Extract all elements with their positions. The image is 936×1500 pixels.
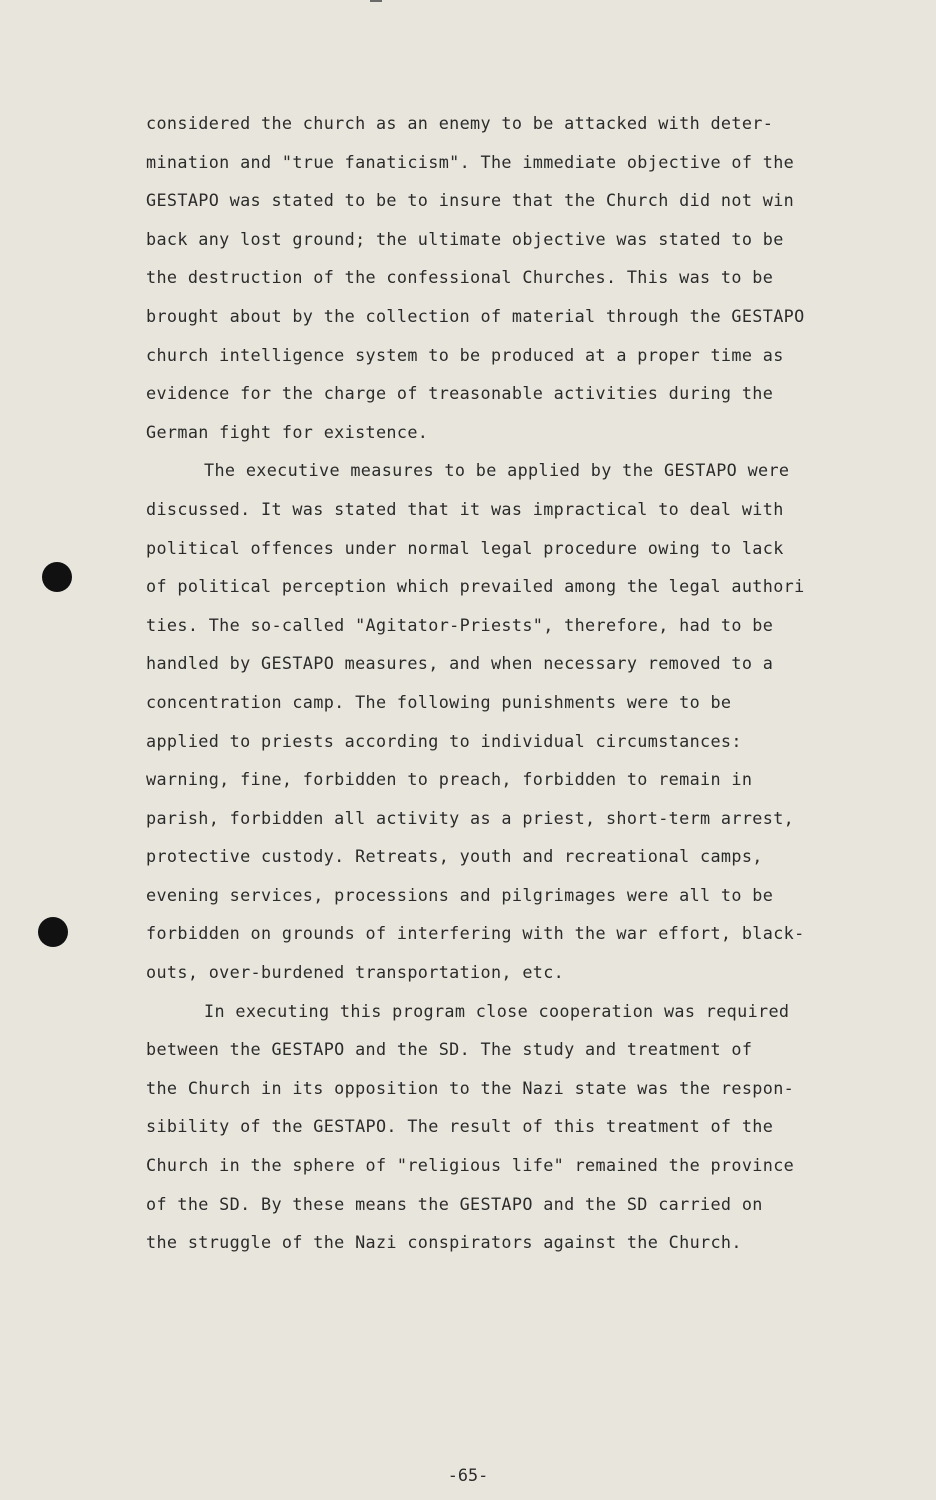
text-line: concentration camp. The following punishments were to be (146, 691, 732, 712)
text-line-indented: The executive measures to be applied by the GESTAPO were (204, 460, 790, 481)
text-line: church intelligence system to be produced at a proper time as (146, 344, 784, 365)
text-line: of the SD. By these means the GESTAPO and the SD carried on (146, 1193, 763, 1214)
text-line: sibility of the GESTAPO. The result of this treatment of the (146, 1116, 774, 1137)
text-line: the Church in its opposition to the Nazi state was the respon- (146, 1077, 795, 1098)
text-line-indented: In executing this program close cooperation was required (204, 1000, 790, 1021)
text-line: mination and "true fanaticism". The immediate objective of the (146, 151, 795, 172)
text-line: German fight for existence. (146, 421, 429, 442)
text-line: handled by GESTAPO measures, and when necessary removed to a (146, 653, 774, 674)
text-line: ties. The so-called "Agitator-Priests", therefore, had to be (146, 614, 774, 635)
text-line: political offences under normal legal procedure owing to lack (146, 537, 784, 558)
text-line: evidence for the charge of treasonable activities during the (146, 383, 774, 404)
text-line: warning, fine, forbidden to preach, forbidden to remain in (146, 769, 753, 790)
text-line: outs, over-burdened transportation, etc. (146, 962, 565, 983)
text-line: protective custody. Retreats, youth and recreational camps, (146, 846, 763, 867)
punch-hole-top (42, 562, 72, 592)
text-line: forbidden on grounds of interfering with the war effort, black- (146, 923, 805, 944)
punch-hole-bottom (38, 917, 68, 947)
text-line: evening services, processions and pilgrimages were all to be (146, 884, 774, 905)
text-line: the destruction of the confessional Churches. This was to be (146, 267, 774, 288)
text-line: discussed. It was stated that it was impractical to deal with (146, 498, 784, 519)
text-line: Church in the sphere of "religious life" remained the province (146, 1155, 795, 1176)
text-line: applied to priests according to individual circumstances: (146, 730, 742, 751)
text-line: the struggle of the Nazi conspirators against the Church. (146, 1232, 742, 1253)
top-edge-mark (370, 0, 382, 2)
text-line: considered the church as an enemy to be attacked with deter- (146, 113, 774, 133)
text-line: between the GESTAPO and the SD. The study and treatment of (146, 1039, 753, 1060)
page-number: -65- (447, 1465, 489, 1485)
text-line: of political perception which prevailed among the legal authori (146, 576, 805, 597)
text-line: GESTAPO was stated to be to insure that the Church did not win (146, 190, 795, 211)
text-line: parish, forbidden all activity as a priest, short-term arrest, (146, 807, 795, 828)
text-line: back any lost ground; the ultimate objective was stated to be (146, 228, 784, 249)
text-line: brought about by the collection of material through the GESTAPO (146, 305, 805, 326)
body-text (146, 104, 886, 1262)
